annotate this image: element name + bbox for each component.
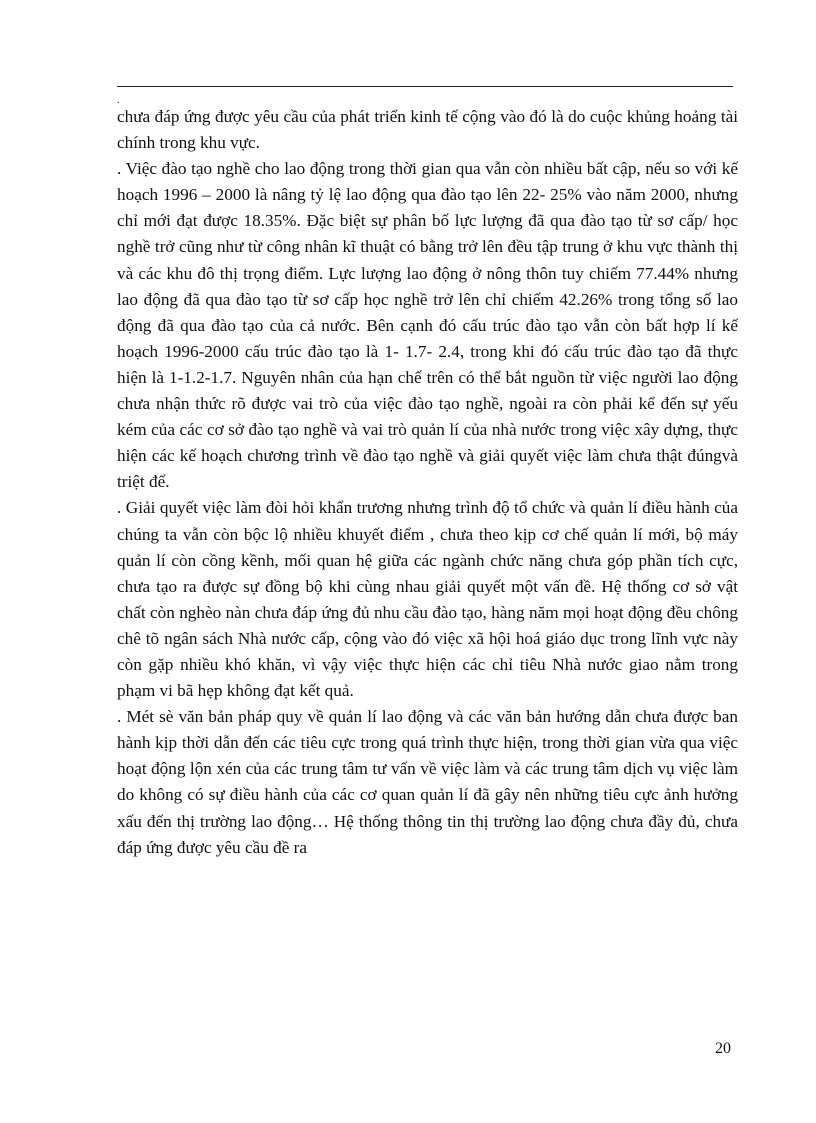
page-number: 20 — [715, 1040, 731, 1057]
paragraph-3: . Giải quyết việc làm đòi hỏi khẩn trương nhưng trình độ tổ chức và quản lí điều hành của chúng ta vẫn còn bộc lộ nhiều khuyết điểm , chưa theo kịp cơ chế quản lí mới, bộ máy quản lí còn cồng kềnh, mối quan hệ giữa các ngành chức năng chưa góp phần tích cực, chưa tạo ra được sự đồng bộ khi cùng nhau giải quyết một vấn đề. Hệ thống cơ sở vật chất còn nghèo nàn chưa đáp ứng đủ nhu cầu đào tạo, hàng năm mọi hoạt động đều chông chê tõ ngân sách Nhà nước cấp, cộng vào đó việc xã hội hoá giáo dục trong lĩnh vực này còn gặp nhiều khó khăn, vì vậy việc thực hiện các chỉ tiêu Nhà nước giao nằm trong phạm vi bã hẹp không đạt kết quả. — [117, 498, 738, 701]
document-body — [117, 104, 738, 861]
paragraph-1: chưa đáp ứng được yêu cầu của phát triển kinh tế cộng vào đó là do cuộc khủng hoảng tài chính trong khu vực. — [117, 107, 738, 153]
paragraph-4: . Mét sè văn bản pháp quy về quản lí lao động và các văn bản hướng dẫn chưa được ban hành kịp thời dẫn đến các tiêu cực trong quá trình thực hiện, trong thời gian vừa qua việc hoạt động lộn xén của các trung tâm tư vấn về việc làm và các trung tâm dịch vụ việc làm do không có sự điều hành của các cơ quan quản lí đã gây nên những tiêu cực ảnh hưởng xấu đến thị trường lao động… Hệ thống thông tin thị trường lao động chưa đầy đủ, chưa đáp ứng được yêu cầu đề ra — [117, 707, 738, 857]
paragraph-2: . Việc đào tạo nghề cho lao động trong thời gian qua vẫn còn nhiều bất cập, nếu so với kế hoạch 1996 – 2000 là nâng tỷ lệ lao động qua đào tạo lên 22- 25% vào năm 2000, nhưng chỉ mới đạt được 18.35%. Đặc biệt sự phân bố lực lượng đã qua đào tạo từ sơ cấp/ học nghề trở cũng như từ công nhân kĩ thuật có bằng trở lên đều tập trung ở khu vực thành thị và các khu đô thị trọng điểm. Lực lượng lao động ở nông thôn tuy chiếm 77.44% nhưng lao động đã qua đào tạo từ sơ cấp học nghề trở lên chỉ chiếm 42.26% trong tổng số lao động đã qua đào tạo của cả nước. Bên cạnh đó cấu trúc đào tạo vẫn còn bất hợp lí kế hoạch 1996-2000 cấu trúc đào tạo là 1- 1.7- 2.4, trong khi đó cấu trúc đào tạo đã thực hiện là 1-1.2-1.7. Nguyên nhân của hạn chế trên có thể bắt nguồn từ việc người lao động chưa nhận thức rõ được vai trò của việc đào tạo nghề, ngoài ra còn phải kể đến sự yếu kém của các cơ sở đào tạo nghề và vai trò quản lí của nhà nước trong việc xây dựng, thực hiện các kế hoạch chương trình về đào tạo nghề và giải quyết việc làm chưa thật đúngvà triệt để. — [117, 159, 738, 492]
header-rule — [117, 86, 733, 87]
header-mark: . — [117, 95, 120, 106]
